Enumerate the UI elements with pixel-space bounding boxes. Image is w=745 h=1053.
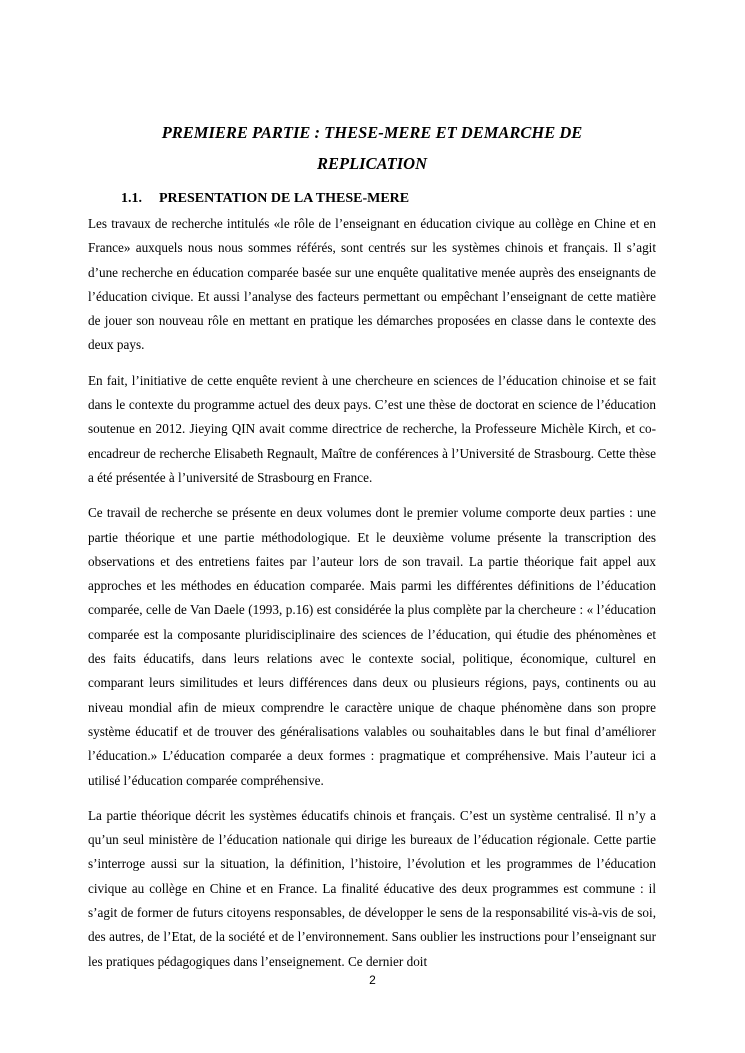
paragraph-2: En fait, l’initiative de cette enquête revient à une chercheure en sciences de l’éducation chinoise et se fait dans le contexte du programme actuel des deux pays. C’est une thèse de doctorat en science de l’éducation soutenue en 2012. Jieying QIN avait comme directrice de recherche, la Professeure Michèle Kirch, et co-encadreur de recherche Elisabeth Regnault, Maître de conférences à l’Université de Strasbourg. Cette thèse a été présentée à l’université de Strasbourg en France. (88, 372, 656, 485)
page-number: 2 (369, 973, 376, 987)
section-heading (121, 189, 409, 209)
paragraph-1: Les travaux de recherche intitulés «le rôle de l’enseignant en éducation civique au collège en Chine et en France» auxquels nous nous sommes référés, sont centrés sur les systèmes chinois et français. Il s’agit d’une recherche en éducation comparée basée sur une enquête qualitative menée auprès des enseignants de l’éducation civique. Et aussi l’analyse des facteurs permettant ou empêchant l’enseignant de cette matière de jouer son nouveau rôle en mettant en pratique les démarches proposées en classe dans le contexte des deux pays. (88, 216, 656, 353)
paragraph-4: La partie théorique décrit les systèmes éducatifs chinois et français. C’est un système centralisé. Il n’y a qu’un seul ministère de l’éducation nationale qui dirige les bureaux de l’éducation régionale. Cette partie s’interroge aussi sur la situation, la définition, l’histoire, l’évolution et les programmes de l’éducation civique au collège en Chine et en France. La finalité éducative des deux programmes est commune : il s’agit de former de futurs citoyens responsables, de développer le sens de la responsabilité vis-à-vis de soi, des autres, de l’Etat, de la société et de l’environnement. Sans oublier les instructions pour l’enseignant sur les pratiques pédagogiques dans l’enseignement. Ce dernier doit (88, 807, 656, 969)
body-text (88, 212, 656, 985)
section-number: 1.1. (121, 191, 142, 206)
part-title-line-1: PREMIERE PARTIE : THESE-MERE ET DEMARCHE DE (161, 123, 583, 142)
paragraph-3: Ce travail de recherche se présente en deux volumes dont le premier volume comporte deux parties : une partie théorique et une partie méthodologique. Et le deuxième volume présente la transcription des observations et des entretiens faites par l’auteur lors de son travail. La partie théorique fait appel aux approches et les méthodes en éducation comparée. Mais parmi les différentes définitions de l’éducation comparée, celle de Van Daele (1993, p.16) est considérée la plus complète par la chercheure : « l’éducation comparée est la composante pluridisciplinaire des sciences de l’éducation, qui étudie des phénomènes et des faits éducatifs, dans leurs relations avec le contexte social, politique, économique, culturel en comparant leurs similitudes et leurs différences dans deux ou plusieurs régions, pays, continents ou au niveau mondial afin de mieux comprendre le caractère unique de chaque phénomène dans son propre système éducatif et de trouver des généralisations valables ou souhaitables dans le but final d’améliorer l’éducation.» L’éducation comparée a deux formes : pragmatique et compréhensive. Mais l’auteur ici a utilisé l’éducation comparée compréhensive. (88, 505, 656, 788)
part-title (88, 117, 656, 179)
section-title: PRESENTATION DE LA THESE-MERE (159, 191, 410, 206)
part-title-line-2: REPLICATION (316, 154, 428, 173)
